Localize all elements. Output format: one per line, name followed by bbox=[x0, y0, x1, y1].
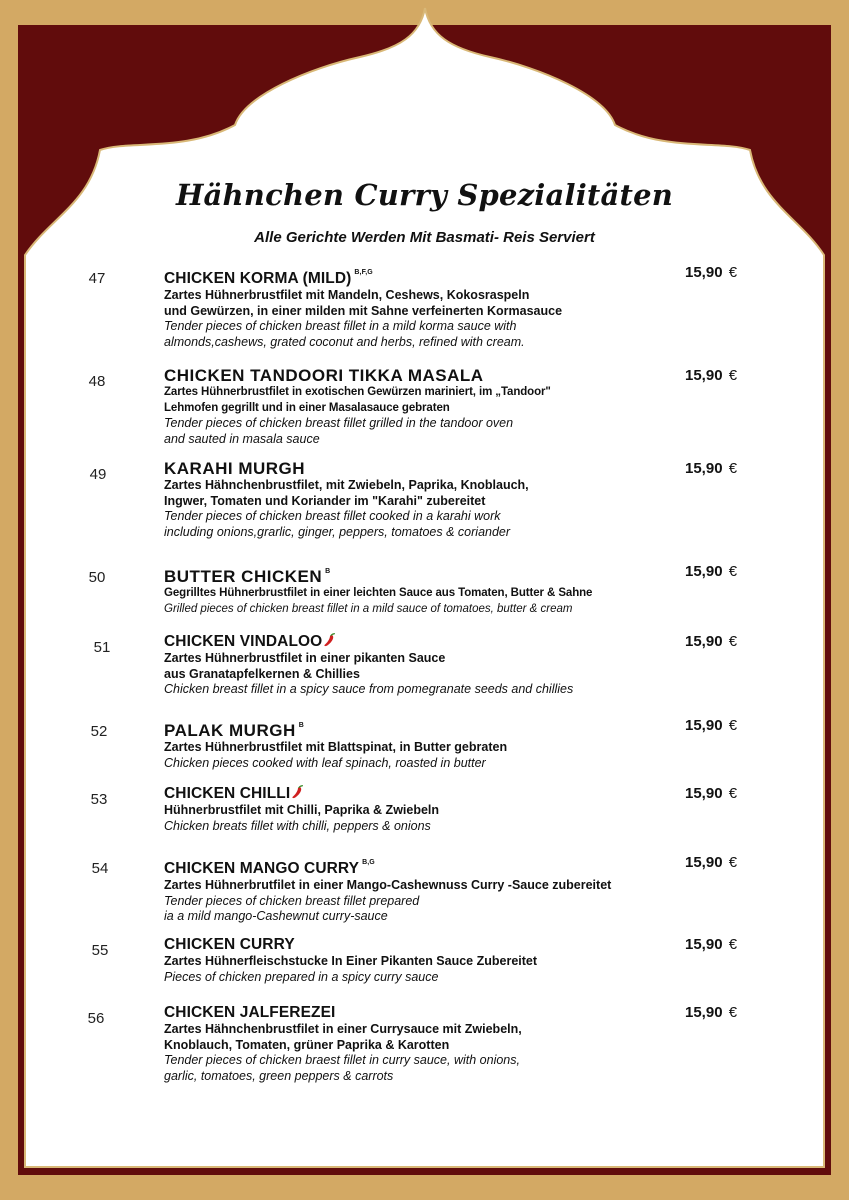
description-german: Zartes Hähnchenbrustfilet, mit Zwiebeln, Paprika, Knoblauch, bbox=[164, 478, 529, 492]
chili-pepper-icon bbox=[323, 632, 336, 647]
item-name bbox=[164, 935, 684, 954]
description-german: Zartes Hühnerbrustfilet in exotischen Gewürzen mariniert, im „Tandoor" bbox=[164, 386, 551, 398]
menu-subtitle: Alle Gerichte Werden Mit Basmati- Reis Serviert bbox=[254, 229, 595, 246]
price-value: 15,90 bbox=[685, 854, 723, 871]
item-price bbox=[685, 563, 737, 580]
item-name-text: CHICKEN CURRY bbox=[164, 936, 295, 953]
description-german: aus Granatapfelkernen & Chillies bbox=[164, 666, 360, 681]
item-price bbox=[685, 367, 737, 384]
currency-symbol: € bbox=[728, 854, 738, 871]
item-name bbox=[164, 562, 684, 586]
currency-symbol: € bbox=[728, 264, 738, 281]
description-german: Knoblauch, Tomaten, grüner Paprika & Karotten bbox=[164, 1037, 450, 1052]
description-english: Tender pieces of chicken breast fillet in a mild korma sauce with bbox=[164, 319, 517, 333]
description-english: almonds,cashews, grated coconut and herbs, refined with cream. bbox=[164, 334, 525, 349]
description-english: ia a mild mango-Cashewnut curry-sauce bbox=[164, 909, 388, 923]
currency-symbol: € bbox=[728, 563, 738, 580]
description-english: Tender pieces of chicken breast fillet prepared bbox=[164, 893, 420, 908]
description-german: Zartes Hühnerfleischstucke In Einer Pikanten Sauce Zubereitet bbox=[164, 954, 538, 968]
description-german: Ingwer, Tomaten und Koriander im "Karahi" zubereitet bbox=[164, 493, 486, 508]
item-name-text: CHICKEN JALFEREZEI bbox=[164, 1004, 336, 1021]
item-name bbox=[164, 784, 684, 803]
currency-symbol: € bbox=[728, 633, 738, 650]
currency-symbol: € bbox=[728, 1004, 738, 1021]
description-german: Hühnerbrustfilet mit Chilli, Paprika & Zwiebeln bbox=[164, 803, 440, 817]
description-english: Pieces of chicken prepared in a spicy curry sauce bbox=[164, 969, 439, 984]
item-number: 47 bbox=[88, 270, 106, 287]
item-name-text: CHICKEN MANGO CURRY bbox=[164, 860, 360, 877]
item-price bbox=[685, 854, 737, 871]
item-name-text: KARAHI MURGH bbox=[164, 459, 306, 478]
item-name bbox=[164, 1003, 684, 1022]
currency-symbol: € bbox=[728, 717, 738, 734]
item-price bbox=[685, 717, 737, 734]
item-price bbox=[685, 264, 737, 281]
description-english: Chicken breast fillet in a spicy sauce from pomegranate seeds and chillies bbox=[164, 682, 574, 696]
item-number: 49 bbox=[89, 466, 107, 483]
allergen-codes: B,G bbox=[362, 859, 375, 866]
item-number: 53 bbox=[90, 791, 108, 808]
description-german: Lehmofen gegrillt und in einer Masalasauce gebraten bbox=[164, 401, 450, 414]
item-name bbox=[164, 632, 684, 651]
description-german: Zartes Hühnerbrustfilet mit Blattspinat, in Butter gebraten bbox=[164, 740, 508, 754]
item-price bbox=[685, 1004, 737, 1021]
description-english: Tender pieces of chicken braest fillet in curry sauce, with onions, bbox=[164, 1053, 520, 1067]
price-value: 15,90 bbox=[685, 460, 723, 477]
price-value: 15,90 bbox=[685, 1004, 723, 1021]
description-english: Tender pieces of chicken breast fillet cooked in a karahi work bbox=[164, 509, 501, 523]
description-english: Tender pieces of chicken breast fillet grilled in the tandoor oven bbox=[164, 416, 514, 430]
item-name-text: CHICKEN VINDALOO bbox=[164, 633, 323, 650]
description-english: including onions,grarlic, ginger, peppers, tomatoes & coriander bbox=[164, 524, 511, 539]
allergen-codes: B bbox=[298, 722, 305, 729]
item-price bbox=[685, 936, 737, 953]
item-name-text: BUTTER CHICKEN bbox=[164, 567, 323, 586]
chili-pepper-icon bbox=[291, 784, 304, 799]
item-name bbox=[164, 853, 684, 878]
description-english: and sauted in masala sauce bbox=[164, 431, 320, 446]
description-german: und Gewürzen, in einer milden mit Sahne verfeinerten Kormasauce bbox=[164, 303, 563, 318]
item-number: 56 bbox=[87, 1010, 105, 1027]
price-value: 15,90 bbox=[685, 264, 723, 281]
currency-symbol: € bbox=[728, 936, 738, 953]
item-number: 52 bbox=[90, 723, 108, 740]
item-number: 55 bbox=[91, 942, 109, 959]
price-value: 15,90 bbox=[685, 633, 723, 650]
price-value: 15,90 bbox=[685, 717, 723, 734]
description-english: garlic, tomatoes, green peppers & carrots bbox=[164, 1068, 394, 1083]
description-german: Zartes Hühnerbrustfilet mit Mandeln, Ceshews, Kokosraspeln bbox=[164, 288, 530, 302]
description-german: Zartes Hähnchenbrustfilet in einer Currysauce mit Zwiebeln, bbox=[164, 1022, 522, 1036]
item-name-text: PALAK MURGH bbox=[164, 721, 296, 740]
description-english: Chicken pieces cooked with leaf spinach, roasted in butter bbox=[164, 755, 486, 770]
item-name bbox=[164, 366, 684, 385]
item-name bbox=[164, 263, 684, 288]
price-value: 15,90 bbox=[685, 936, 723, 953]
allergen-codes: B bbox=[325, 568, 331, 575]
item-number: 50 bbox=[88, 569, 106, 586]
item-number: 54 bbox=[91, 860, 109, 877]
currency-symbol: € bbox=[728, 367, 738, 384]
item-name bbox=[164, 716, 684, 740]
currency-symbol: € bbox=[728, 460, 738, 477]
price-value: 15,90 bbox=[685, 785, 723, 802]
allergen-codes: B,F,G bbox=[354, 269, 373, 276]
item-name bbox=[164, 459, 684, 478]
item-name-text: CHICKEN CHILLI bbox=[164, 785, 291, 802]
item-price bbox=[685, 460, 737, 477]
item-price bbox=[685, 633, 737, 650]
currency-symbol: € bbox=[728, 785, 738, 802]
item-number: 48 bbox=[88, 373, 106, 390]
item-price bbox=[685, 785, 737, 802]
description-english: Chicken breats fillet with chilli, peppers & onions bbox=[164, 818, 431, 833]
description-german: Zartes Hühnerbrutfilet in einer Mango-Cashewnuss Curry -Sauce zubereitet bbox=[164, 878, 612, 892]
item-name-text: CHICKEN KORMA (MILD) bbox=[164, 270, 352, 287]
description-german: Zartes Hühnerbrustfilet in einer pikanten Sauce bbox=[164, 651, 446, 665]
menu-title: Hähnchen Curry Spezialitäten bbox=[175, 178, 674, 212]
item-name-text: CHICKEN TANDOORI TIKKA MASALA bbox=[164, 366, 484, 385]
description-english: Grilled pieces of chicken breast fillet in a mild sauce of tomatoes, butter & cream bbox=[164, 602, 573, 615]
price-value: 15,90 bbox=[685, 563, 723, 580]
price-value: 15,90 bbox=[685, 367, 723, 384]
item-number: 51 bbox=[93, 639, 111, 656]
description-german: Gegrilltes Hühnerbrustfilet in einer leichten Sauce aus Tomaten, Butter & Sahne bbox=[164, 587, 593, 599]
